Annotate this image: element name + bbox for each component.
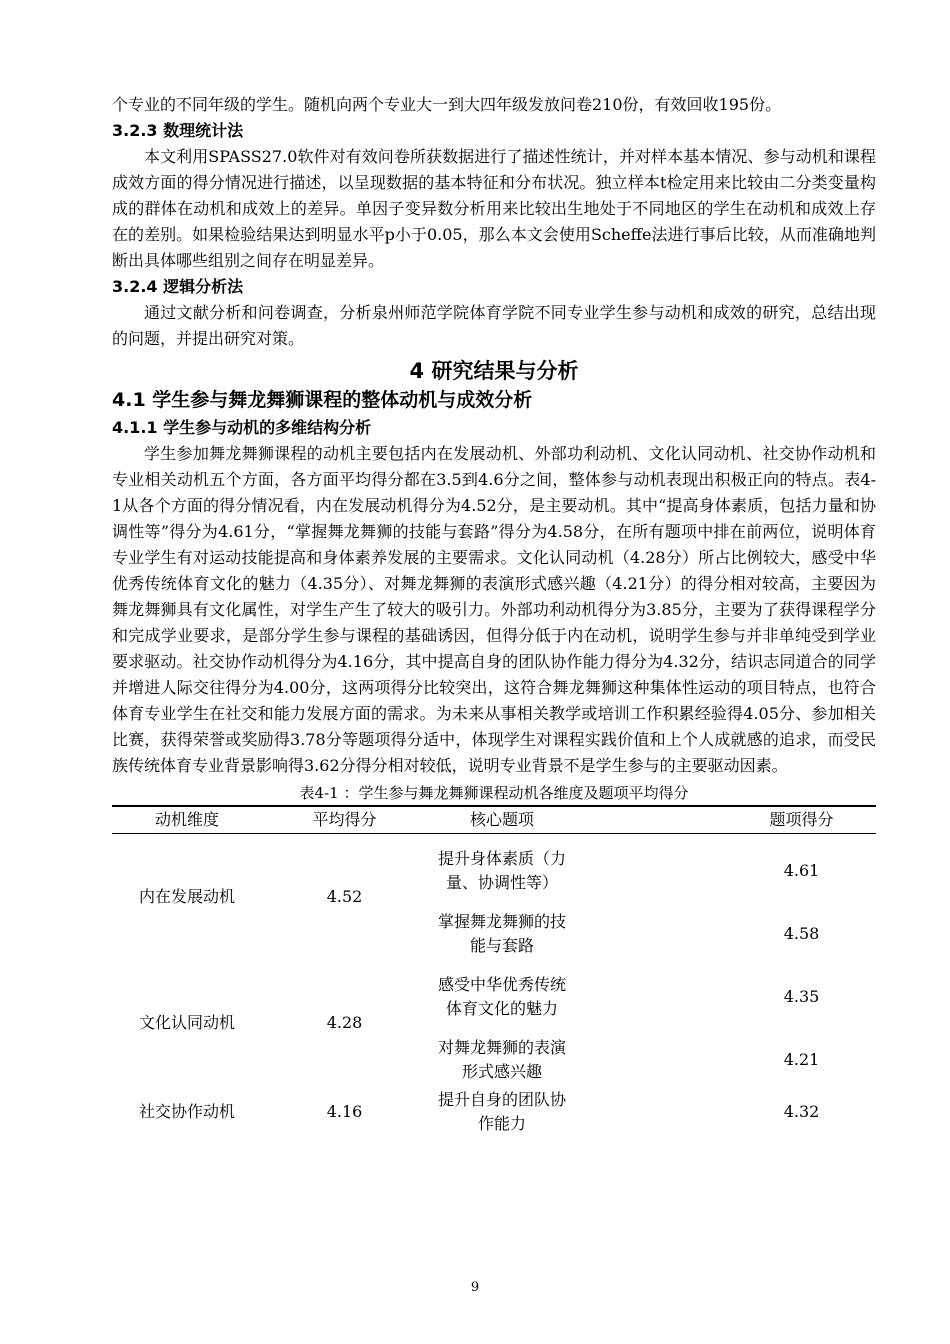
cell-item-score: 4.21 xyxy=(783,1050,820,1069)
paragraph-logic: 通过文献分析和问卷调查，分析泉州师范学院体育学院不同专业学生参与动机和成效的研究，总结出现的问题，并提出研究对策。 xyxy=(112,303,876,348)
paragraph-statistics: 本文利用SPASS27.0软件对有效问卷所获数据进行了描述性统计，并对样本基本情况、参与动机和课程成效方面的得分情况进行描述，以呈现数据的基本特征和分布状况。独立样本t检定用来比较由二分类变量构成的群体在动机和成效上的差异。单因子变异数分析用来比较出生地处于不同地区的学生在动机和成效上存在的差别。如果检验结果达到明显水平p小于0.05，那么本文会使用Scheffe法进行事后比较，从而准确地判断出具体哪些组别之间存在明显差异。 xyxy=(112,147,876,270)
chapter-heading: 4 研究结果与分析 xyxy=(409,359,579,383)
header-blank xyxy=(577,806,727,834)
cell-item-score: 4.32 xyxy=(783,1102,820,1121)
header-item-score: 题项得分 xyxy=(727,806,876,834)
header-dimension: 动机维度 xyxy=(112,806,262,834)
cell-dimension: 内在发展动机 xyxy=(138,887,235,906)
table-row xyxy=(112,1086,876,1138)
motivation-table xyxy=(112,805,876,1138)
paragraph-continued: 个专业的不同年级的学生。随机向两个专业大一到大四年级发放问卷210份，有效回收195份。 xyxy=(112,95,782,114)
table-row xyxy=(112,960,876,1034)
heading-3-2-4: 3.2.4 逻辑分析法 xyxy=(112,277,244,296)
table-row xyxy=(112,834,876,909)
cell-item-score: 4.58 xyxy=(783,924,820,943)
header-core-item: 核心题项 xyxy=(427,806,577,834)
cell-item-score: 4.61 xyxy=(783,861,820,880)
section-heading-4-1: 4.1 学生参与舞龙舞狮课程的整体动机与成效分析 xyxy=(112,389,533,411)
header-average: 平均得分 xyxy=(262,806,427,834)
cell-core-item: 掌握舞龙舞狮的技能与套路 xyxy=(437,912,566,955)
cell-item-score: 4.35 xyxy=(783,987,820,1006)
cell-average: 4.28 xyxy=(326,1013,363,1032)
cell-average: 4.16 xyxy=(326,1102,363,1121)
cell-core-item: 对舞龙舞狮的表演形式感兴趣 xyxy=(437,1038,566,1081)
page-content xyxy=(112,92,876,1138)
cell-dimension: 文化认同动机 xyxy=(138,1013,235,1032)
paragraph-motivation: 学生参加舞龙舞狮课程的动机主要包括内在发展动机、外部功利动机、文化认同动机、社交协作动机和专业相关动机五个方面，各方面平均得分都在3.5到4.6分之间，整体参与动机表现出积极正向的特点。表4-1从各个方面的得分情况看，内在发展动机得分为4.52分，是主要动机。其中“提高身体素质，包括力量和协调性等”得分为4.61分，“掌握舞龙舞狮的技能与套路”得分为4.58分，在所有题项中排在前两位，说明体育专业学生有对运动技能提高和身体素养发展的主要需求。文化认同动机（4.28分）所占比例较大，感受中华优秀传统体育文化的魅力（4.35分）、对舞龙舞狮的表演形式感兴趣（4.21分）的得分相对较高，主要因为舞龙舞狮具有文化属性，对学生产生了较大的吸引力。外部功利动机得分为3.85分，主要为了获得课程学分和完成学业要求，是部分学生参与课程的基础诱因，但得分低于内在动机，说明学生参与并非单纯受到学业要求驱动。社交协作动机得分为4.16分，其中提高自身的团队协作能力得分为4.32分，结识志同道合的同学并增进人际交往得分为4.00分，这两项得分比较突出，这符合舞龙舞狮这种集体性运动的项目特点，也符合体育专业学生在社交和能力发展方面的需求。为未来从事相关教学或培训工作积累经验得4.05分、参加相关比赛，获得荣誉或奖励得3.78分等题项得分适中，体现学生对课程实践价值和上个人成就感的追求，而受民族传统体育专业背景影响得3.62分得分相对较低，说明专业背景不是学生参与的主要驱动因素。 xyxy=(112,444,876,775)
cell-core-item: 提升身体素质（力量、协调性等） xyxy=(437,849,566,892)
cell-average: 4.52 xyxy=(326,887,363,906)
cell-core-item: 感受中华优秀传统体育文化的魅力 xyxy=(437,975,566,1018)
table-header-row xyxy=(112,806,876,834)
heading-3-2-3: 3.2.3 数理统计法 xyxy=(112,121,244,140)
heading-4-1-1: 4.1.1 学生参与动机的多维结构分析 xyxy=(112,418,372,437)
page-number: 9 xyxy=(470,1280,480,1295)
cell-core-item: 提升自身的团队协作能力 xyxy=(437,1090,566,1133)
table-caption: 表4-1 ：学生参与舞龙舞狮课程动机各维度及题项平均得分 xyxy=(299,784,689,802)
cell-dimension: 社交协作动机 xyxy=(138,1102,235,1121)
